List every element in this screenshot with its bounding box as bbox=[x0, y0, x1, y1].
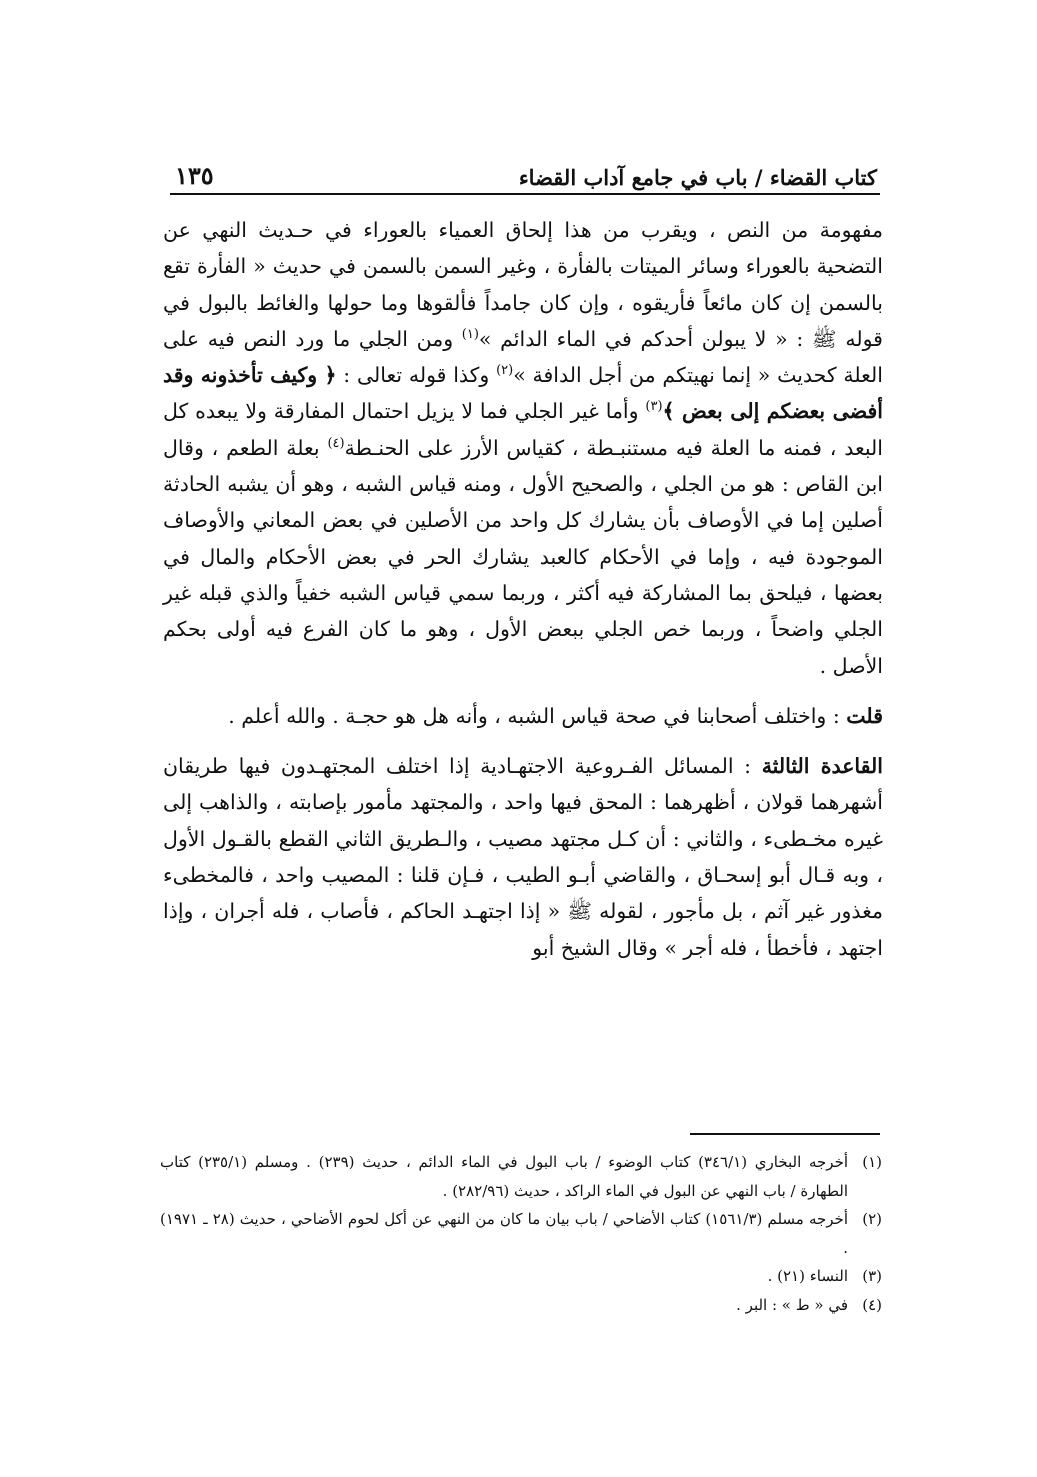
paragraph-1 bbox=[163, 212, 883, 684]
footnote-rule bbox=[690, 1133, 880, 1135]
paragraph-3-text: : المسائل الفـروعية الاجتهـادية إذا اختلف المجتهـدون فيها طريقان أشهرهما قولان ، أظهرهما : المحق فيها واحد ، والمجتهد مأمور بإصابته ، والذاهب إلى غيره مخـطىء ، والثاني : أن كـل مجتهد مصيب ، والـطريق الثاني القطع بالقـول الأول ، وبه قـال أبو إسحـاق ، والقاضي أبـو الطيب ، فـإن قلنا : المصيب واحد ، فالمخطىء مغذور غير آثم ، بل مأجور ، لقوله ﷺ « إذا اجتهـد الحاكم ، فأصاب ، فله أجران ، وإذا اجتهد ، فأخطأ ، فله أجر » وقال الشيخ أبو bbox=[163, 754, 883, 960]
header-rule bbox=[170, 193, 880, 195]
paragraph-1-part-b: ومن الجلي ما ورد النص فيه على العلة كحديث « إنما نهيتكم من أجل الدافة » bbox=[163, 326, 883, 388]
footnote-ref-3[interactable]: (٣) bbox=[645, 399, 663, 415]
footnote-2-text: أخرجه مسلم (١٥٦١/٣) كتاب الأضاحي / باب بيان ما كان من النهي عن أكل لحوم الأضاحي ، حديث (٢٨ ـ ١٩٧١) . bbox=[160, 1210, 848, 1257]
paragraph-1-part-a: مفهومة من النص ، ويقرب من هذا إلحاق العمياء بالعوراء في حـديث النهي عن التضحية بالعوراء وسائر الميتات بالفأرة ، وغير السمن بالسمن في حديث « الفأرة تقع بالسمن إن كان مائعاً فأريقوه ، وإن كان جامداً فألقوها وما حولها والغائط بالبول في قوله ﷺ : « لا يبولن أحدكم في الماء الدائم » bbox=[163, 218, 883, 351]
footnote-3 bbox=[160, 1262, 882, 1291]
paragraph-2 bbox=[163, 698, 883, 734]
paragraph-3-label: القاعدة الثالثة bbox=[761, 754, 883, 779]
page-header bbox=[175, 150, 877, 190]
page-number: ١٣٥ bbox=[175, 161, 214, 190]
main-text bbox=[163, 212, 883, 966]
footnote-4-text: في « ط » : البر . bbox=[736, 1295, 848, 1314]
footnote-ref-1[interactable]: (١) bbox=[461, 327, 479, 343]
footnote-ref-4[interactable]: (٤) bbox=[327, 435, 345, 451]
paragraph-3 bbox=[163, 748, 883, 966]
footnote-4-number: (٤) bbox=[862, 1295, 882, 1314]
footnote-1-text: أخرجه البخاري (٣٤٦/١) كتاب الوضوء / باب البول في الماء الدائم ، حديث (٢٣٩) . ومسلم (٢٣٥/١) كتاب الطهارة / باب النهي عن البول في الماء الراكد ، حديث (٢٨٢/٩٦) . bbox=[160, 1153, 849, 1200]
footnote-3-number: (٣) bbox=[862, 1267, 882, 1285]
footnote-3-text: النساء (٢١) . bbox=[767, 1267, 848, 1285]
quran-verse: ﴿ وكيف تأخذونه وقد أفضى بعضكم إلى بعض ﴾ bbox=[163, 363, 883, 424]
footnotes bbox=[160, 1148, 882, 1319]
paragraph-1-part-e: بعلة الطعم ، وقال ابن القاص : هو من الجلي ، والصحيح الأول ، ومنه قياس الشبه ، وهو أن يشبه الحادثة أصلين إما في الأوصاف بأن يشارك كل واحد من الأصلين في بعض المعاني والأوصاف الموجودة فيه ، وإما في الأحكام كالعبد يشارك الحر في بعض الأحكام والمال في بعضها ، فيلحق بما المشاركة فيه أكثر ، وربما سمي قياس الشبه خفياً والذي قبله غير الجلي واضحاً ، وربما خص الجلي ببعض الأول ، وهو ما كان الفرع فيه أولى بحكم الأصل . bbox=[163, 435, 883, 678]
footnote-2 bbox=[160, 1205, 882, 1262]
footnote-1 bbox=[160, 1148, 882, 1205]
footnote-4 bbox=[160, 1291, 882, 1320]
footnote-1-number: (١) bbox=[862, 1153, 882, 1171]
paragraph-1-part-d: وأما غير الجلي فما لا يزيل احتمال المفارقة ولا يبعده كل البعد ، فمنه ما العلة فيه مستنبـطة ، كقياس الأرز على الحنـطة bbox=[163, 399, 884, 460]
paragraph-2-text: : واختلف أصحابنا في صحة قياس الشبه ، وأنه هل هو حجـة . والله أعلم . bbox=[228, 703, 847, 728]
running-title: كتاب القضاء / باب في جامع آداب القضاء bbox=[518, 165, 877, 190]
paragraph-2-label: قلت bbox=[846, 703, 883, 728]
footnote-ref-2[interactable]: (٢) bbox=[496, 363, 514, 379]
paragraph-1-part-c: وكذا قوله تعالى : bbox=[336, 363, 497, 388]
footnote-2-number: (٢) bbox=[862, 1210, 882, 1228]
